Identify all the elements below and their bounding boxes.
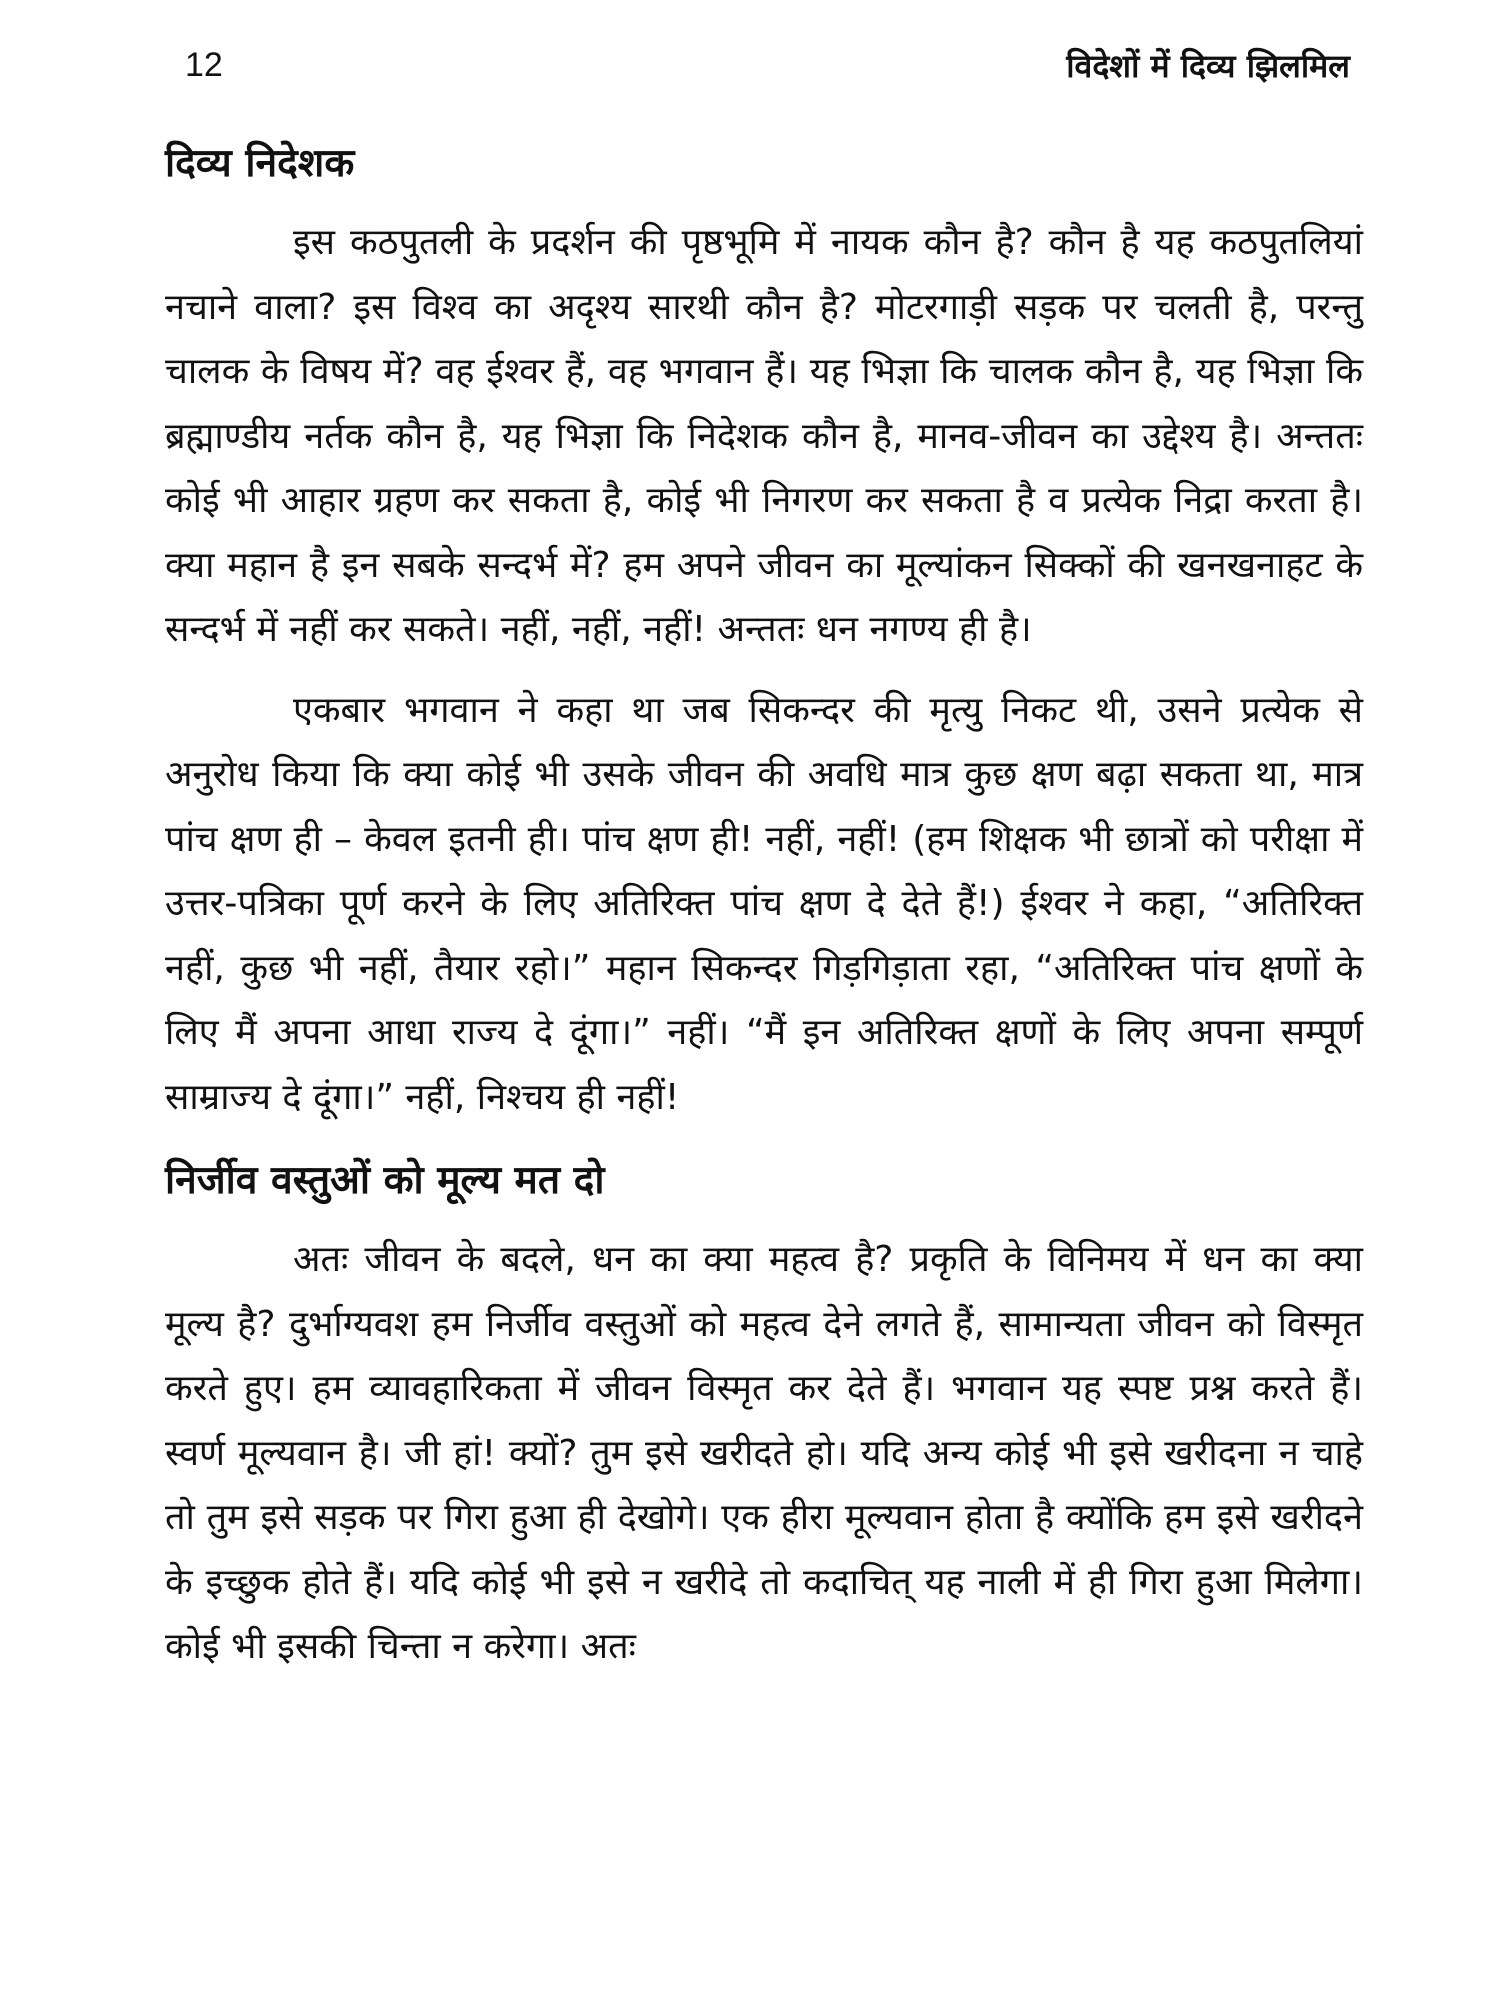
book-title: विदेशों में दिव्य झिलमिल (1066, 47, 1350, 85)
page-number: 12 (185, 46, 223, 84)
page-body (165, 135, 1363, 1696)
paragraph: इस कठपुतली के प्रदर्शन की पृष्ठभूमि में नायक कौन है? कौन है यह कठपुतलियां नचाने वाला? इस विश्व का अदृश्य सारथी कौन है? मोटरगाड़ी सड़क पर चलती है, परन्तु चालक के विषय में? वह ईश्वर हैं, वह भगवान हैं। यह भिज्ञा कि चालक कौन है, यह भिज्ञा कि ब्रह्माण्डीय नर्तक कौन है, यह भिज्ञा कि निदेशक कौन है, मानव-जीवन का उद्देश्य है। अन्ततः कोई भी आहार ग्रहण कर सकता है, कोई भी निगरण कर सकता है व प्रत्येक निद्रा करता है। क्या महान है इन सबके सन्दर्भ में? हम अपने जीवन का मूल्यांकन सिक्कों की खनखनाहट के सन्दर्भ में नहीं कर सकते। नहीं, नहीं, नहीं! अन्ततः धन नगण्य ही है। (165, 222, 1363, 650)
section-heading-divine-director: दिव्य निदेशक (165, 141, 355, 186)
running-header (185, 40, 1350, 100)
paragraph: अतः जीवन के बदले, धन का क्या महत्व है? प्रकृति के विनिमय में धन का क्या मूल्य है? दुर्भाग्यवश हम निर्जीव वस्तुओं को महत्व देने लगते हैं, सामान्यता जीवन को विस्मृत करते हुए। हम व्यावहारिकता में जीवन विस्मृत कर देते हैं। भगवान यह स्पष्ट प्रश्न करते हैं। स्वर्ण मूल्यवान है। जी हां! क्यों? तुम इसे खरीदते हो। यदि अन्य कोई भी इसे खरीदना न चाहे तो तुम इसे सड़क पर गिरा हुआ ही देखोगे। एक हीरा मूल्यवान होता है क्योंकि हम इसे खरीदने के इच्छुक होते हैं। यदि कोई भी इसे न खरीदे तो कदाचित् यह नाली में ही गिरा हुआ मिलेगा। कोई भी इसकी चिन्ता न करेगा। अतः (165, 1239, 1363, 1667)
paragraph: एकबार भगवान ने कहा था जब सिकन्दर की मृत्यु निकट थी, उसने प्रत्येक से अनुरोध किया कि क्या कोई भी उसके जीवन की अवधि मात्र कुछ क्षण बढ़ा सकता था, मात्र पांच क्षण ही – केवल इतनी ही। पांच क्षण ही! नहीं, नहीं! (हम शिक्षक भी छात्रों को परीक्षा में उत्तर-पत्रिका पूर्ण करने के लिए अतिरिक्त पांच क्षण दे देते हैं!) ईश्वर ने कहा, “अतिरिक्त नहीं, कुछ भी नहीं, तैयार रहो।” महान सिकन्दर गिड़गिड़ाता रहा, “अतिरिक्त पांच क्षणों के लिए मैं अपना आधा राज्य दे दूंगा।” नहीं। “मैं इन अतिरिक्त क्षणों के लिए अपना सम्पूर्ण साम्राज्य दे दूंगा।” नहीं, निश्चय ही नहीं! (165, 689, 1363, 1118)
section-heading-inanimate-objects: निर्जीव वस्तुओं को मूल्य मत दो (165, 1158, 605, 1203)
